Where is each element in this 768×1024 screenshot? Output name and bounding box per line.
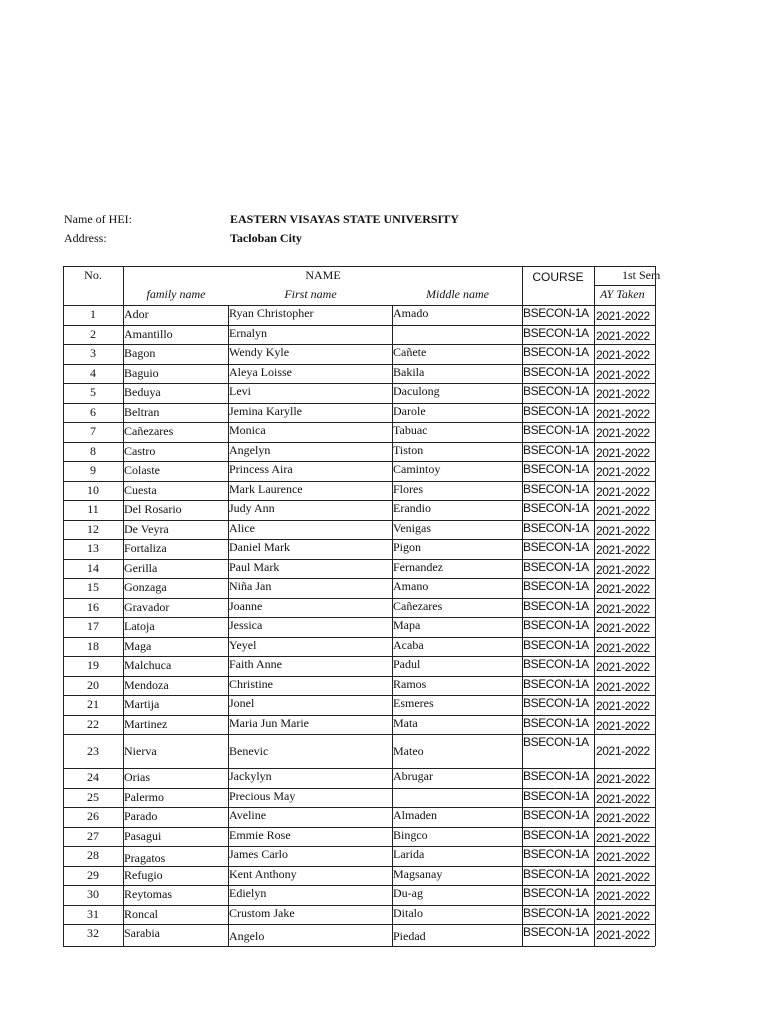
row-divider (63, 905, 655, 906)
row-first-name: Aleya Loisse (229, 364, 292, 379)
row-ay-taken: 2021-2022 (596, 562, 650, 577)
row-middle-name: Bingco (393, 827, 428, 842)
row-middle-name: Mateo (393, 744, 424, 758)
row-divider (63, 383, 655, 384)
row-ay-taken: 2021-2022 (596, 426, 650, 440)
row-family-name: Beltran (124, 404, 160, 419)
row-number: 8 (90, 443, 96, 458)
row-family-name: Pasagui (124, 828, 162, 843)
header-middle-name: Middle name (426, 287, 489, 301)
row-first-name: Ernalyn (229, 325, 267, 340)
row-course: BSECON-1A (523, 769, 589, 783)
row-ay-taken: 2021-2022 (596, 465, 650, 479)
row-middle-name: Ditalo (393, 905, 423, 920)
row-number: 31 (87, 906, 99, 921)
row-first-name: Ryan Christopher (229, 306, 314, 320)
row-course: BSECON-1A (523, 442, 589, 457)
row-first-name: Emmie Rose (229, 827, 291, 842)
row-course: BSECON-1A (523, 462, 589, 476)
row-number: 13 (87, 541, 99, 555)
row-number: 23 (87, 744, 99, 758)
row-ay-taken: 2021-2022 (596, 869, 650, 884)
row-first-name: Angelo (229, 929, 265, 943)
row-course: BSECON-1A (523, 579, 589, 593)
row-family-name: Martinez (124, 716, 168, 731)
table-bottom-border (63, 946, 655, 947)
row-number: 19 (87, 658, 99, 672)
row-divider (63, 637, 655, 638)
row-course: BSECON-1A (523, 481, 589, 496)
row-family-name: Cuesta (124, 482, 157, 497)
row-divider (63, 422, 655, 423)
header-first-name: First name (284, 287, 337, 301)
row-first-name: Precious May (229, 788, 296, 803)
row-middle-name: Darole (393, 403, 426, 418)
row-first-name: Christine (229, 676, 273, 691)
row-family-name: Pragatos (124, 851, 166, 865)
row-divider (63, 364, 655, 365)
row-number: 14 (87, 560, 99, 575)
row-first-name: Paul Mark (229, 559, 280, 574)
row-number: 9 (90, 463, 96, 477)
row-course: BSECON-1A (523, 598, 589, 613)
row-ay-taken: 2021-2022 (596, 621, 650, 635)
row-ay-taken: 2021-2022 (596, 367, 650, 382)
row-ay-taken: 2021-2022 (596, 543, 650, 557)
row-divider (63, 768, 655, 769)
row-first-name: Mark Laurence (229, 481, 303, 496)
row-course: BSECON-1A (523, 735, 589, 749)
row-divider (63, 403, 655, 404)
row-number: 24 (87, 770, 99, 784)
row-number: 27 (87, 828, 99, 843)
row-divider (63, 827, 655, 828)
row-course: BSECON-1A (523, 866, 589, 881)
row-first-name: Joanne (229, 598, 263, 613)
address-value: Tacloban City (230, 231, 302, 245)
row-number: 18 (87, 638, 99, 653)
row-ay-taken: 2021-2022 (596, 699, 650, 713)
row-ay-taken: 2021-2022 (596, 744, 650, 758)
row-family-name: Maga (124, 638, 152, 653)
row-first-name: Jonel (229, 696, 255, 710)
row-course: BSECON-1A (523, 384, 589, 398)
row-first-name: Crustom Jake (229, 905, 295, 920)
row-ay-taken: 2021-2022 (596, 660, 650, 674)
row-course: BSECON-1A (523, 423, 589, 437)
row-ay-taken: 2021-2022 (596, 791, 650, 806)
row-course: BSECON-1A (523, 540, 589, 554)
row-divider (63, 578, 655, 579)
row-number: 15 (87, 580, 99, 594)
row-middle-name: Abrugar (393, 769, 433, 783)
row-ay-taken: 2021-2022 (596, 504, 650, 518)
row-middle-name: Ramos (393, 676, 427, 691)
semester-divider (594, 285, 655, 286)
row-divider (63, 695, 655, 696)
row-course: BSECON-1A (523, 403, 589, 418)
row-number: 22 (87, 716, 99, 731)
row-number: 32 (87, 926, 99, 940)
row-ay-taken: 2021-2022 (596, 811, 650, 825)
row-number: 5 (90, 385, 96, 399)
row-middle-name: Acaba (393, 637, 424, 652)
row-middle-name: Mapa (393, 618, 421, 632)
row-ay-taken: 2021-2022 (596, 309, 650, 323)
column-divider (655, 266, 656, 946)
row-first-name: Angelyn (229, 442, 271, 457)
header-ay-taken: AY Taken (600, 287, 645, 301)
row-number: 12 (87, 521, 99, 536)
row-divider (63, 461, 655, 462)
row-number: 26 (87, 809, 99, 823)
row-number: 17 (87, 619, 99, 633)
row-middle-name: Tabuac (393, 423, 428, 437)
row-ay-taken: 2021-2022 (596, 928, 650, 942)
row-ay-taken: 2021-2022 (596, 348, 650, 362)
row-divider (63, 788, 655, 789)
header-semester: 1st Sem (622, 268, 661, 282)
row-number: 11 (87, 502, 99, 516)
row-first-name: Levi (229, 384, 251, 398)
row-number: 6 (90, 404, 96, 419)
row-family-name: Fortaliza (124, 541, 167, 555)
row-course: BSECON-1A (523, 827, 589, 842)
row-first-name: Kent Anthony (229, 866, 297, 881)
row-family-name: Roncal (124, 906, 158, 921)
column-divider (123, 266, 124, 946)
row-first-name: Jackylyn (229, 769, 272, 783)
row-course: BSECON-1A (523, 364, 589, 379)
row-divider (63, 734, 655, 735)
row-ay-taken: 2021-2022 (596, 582, 650, 596)
row-number: 7 (90, 424, 96, 438)
row-family-name: Amantillo (124, 326, 173, 341)
row-family-name: Beduya (124, 385, 161, 399)
row-number: 3 (90, 346, 96, 360)
row-ay-taken: 2021-2022 (596, 328, 650, 343)
row-number: 20 (87, 677, 99, 692)
row-course: BSECON-1A (523, 520, 589, 535)
row-first-name: Faith Anne (229, 657, 282, 671)
row-family-name: Sarabia (124, 926, 160, 940)
row-first-name: James Carlo (229, 847, 288, 861)
row-family-name: Del Rosario (124, 502, 182, 516)
row-ay-taken: 2021-2022 (596, 387, 650, 401)
row-course: BSECON-1A (523, 925, 589, 939)
row-first-name: Yeyel (229, 637, 257, 652)
row-ay-taken: 2021-2022 (596, 523, 650, 538)
row-family-name: Nierva (124, 744, 157, 758)
row-first-name: Jessica (229, 618, 263, 632)
row-middle-name: Fernandez (393, 559, 443, 574)
row-middle-name: Amado (393, 306, 429, 320)
row-family-name: Colaste (124, 463, 160, 477)
row-divider (63, 442, 655, 443)
row-family-name: Refugio (124, 867, 163, 882)
row-family-name: Gravador (124, 599, 170, 614)
row-middle-name: Larida (393, 847, 425, 861)
row-divider (63, 656, 655, 657)
row-first-name: Jemina Karylle (229, 403, 302, 418)
row-course: BSECON-1A (523, 637, 589, 652)
row-number: 16 (87, 599, 99, 614)
row-middle-name: Cañete (393, 345, 427, 359)
row-course: BSECON-1A (523, 715, 589, 730)
row-ay-taken: 2021-2022 (596, 601, 650, 616)
row-course: BSECON-1A (523, 808, 589, 822)
row-ay-taken: 2021-2022 (596, 772, 650, 786)
header-course: COURSE (532, 270, 584, 284)
row-middle-name: Mata (393, 715, 418, 730)
column-divider (594, 266, 595, 946)
header-bottom-border (63, 305, 655, 306)
row-family-name: Baguio (124, 365, 159, 380)
row-number: 25 (87, 789, 99, 804)
row-divider (63, 325, 655, 326)
row-first-name: Princess Aira (229, 462, 293, 476)
row-ay-taken: 2021-2022 (596, 406, 650, 421)
row-family-name: Bagon (124, 346, 156, 360)
row-course: BSECON-1A (523, 847, 589, 861)
row-family-name: Gonzaga (124, 580, 167, 594)
row-divider (63, 924, 655, 925)
row-number: 21 (87, 697, 99, 711)
row-ay-taken: 2021-2022 (596, 484, 650, 499)
row-first-name: Edielyn (229, 886, 267, 900)
row-middle-name: Piedad (393, 929, 426, 943)
row-ay-taken: 2021-2022 (596, 908, 650, 923)
row-first-name: Benevic (229, 744, 269, 758)
row-family-name: Mendoza (124, 677, 169, 692)
row-middle-name: Camintoy (393, 462, 441, 476)
row-first-name: Aveline (229, 808, 267, 822)
row-divider (63, 885, 655, 886)
row-ay-taken: 2021-2022 (596, 889, 650, 903)
row-divider (63, 676, 655, 677)
header-no: No. (84, 268, 102, 282)
row-middle-name: Almaden (393, 808, 437, 822)
row-first-name: Monica (229, 423, 266, 437)
row-number: 30 (87, 887, 99, 901)
column-divider (522, 266, 523, 946)
row-ay-taken: 2021-2022 (596, 640, 650, 655)
row-middle-name: Erandio (393, 501, 431, 515)
row-divider (63, 481, 655, 482)
row-first-name: Wendy Kyle (229, 345, 290, 359)
row-divider (63, 715, 655, 716)
row-divider (63, 500, 655, 501)
row-family-name: Parado (124, 809, 158, 823)
row-course: BSECON-1A (523, 696, 589, 710)
row-family-name: Palermo (124, 789, 164, 804)
row-ay-taken: 2021-2022 (596, 830, 650, 845)
address-label: Address: (64, 231, 107, 245)
row-middle-name: Daculong (393, 384, 440, 398)
row-course: BSECON-1A (523, 306, 589, 320)
row-divider (63, 520, 655, 521)
row-divider (63, 559, 655, 560)
row-number: 29 (87, 867, 99, 882)
row-divider (63, 539, 655, 540)
hei-value: EASTERN VISAYAS STATE UNIVERSITY (230, 212, 459, 226)
row-family-name: De Veyra (124, 521, 169, 536)
row-course: BSECON-1A (523, 501, 589, 515)
row-family-name: Latoja (124, 619, 155, 633)
row-number: 28 (87, 848, 99, 862)
row-middle-name: Padul (393, 657, 421, 671)
row-ay-taken: 2021-2022 (596, 445, 650, 460)
row-middle-name: Bakila (393, 364, 425, 379)
row-first-name: Judy Ann (229, 501, 275, 515)
row-middle-name: Venigas (393, 520, 431, 535)
row-middle-name: Esmeres (393, 696, 434, 710)
row-course: BSECON-1A (523, 325, 589, 340)
row-family-name: Cañezares (124, 424, 174, 438)
row-course: BSECON-1A (523, 788, 589, 803)
row-course: BSECON-1A (523, 676, 589, 691)
column-divider (228, 305, 229, 946)
row-middle-name: Cañezares (393, 598, 443, 613)
row-middle-name: Du-ag (393, 886, 423, 900)
row-number: 2 (90, 326, 96, 341)
row-middle-name: Amano (393, 579, 429, 593)
column-divider (392, 305, 393, 946)
row-first-name: Maria Jun Marie (229, 715, 309, 730)
row-number: 4 (90, 365, 96, 380)
row-family-name: Ador (124, 307, 149, 321)
row-ay-taken: 2021-2022 (596, 850, 650, 864)
row-middle-name: Pigon (393, 540, 422, 554)
row-course: BSECON-1A (523, 886, 589, 900)
row-family-name: Malchuca (124, 658, 172, 672)
row-ay-taken: 2021-2022 (596, 679, 650, 694)
row-divider (63, 807, 655, 808)
row-family-name: Castro (124, 443, 156, 458)
row-divider (63, 617, 655, 618)
row-number: 10 (87, 482, 99, 497)
header-name: NAME (305, 268, 341, 282)
row-number: 1 (90, 307, 96, 321)
row-family-name: Orias (124, 770, 150, 784)
hei-label: Name of HEI: (64, 212, 132, 226)
row-course: BSECON-1A (523, 345, 589, 359)
column-divider (63, 266, 64, 946)
row-family-name: Martija (124, 697, 160, 711)
row-middle-name: Magsanay (393, 866, 443, 881)
header-family-name: family name (146, 287, 206, 301)
row-divider (63, 344, 655, 345)
row-course: BSECON-1A (523, 618, 589, 632)
row-divider (63, 866, 655, 867)
row-middle-name: Flores (393, 481, 423, 496)
row-course: BSECON-1A (523, 905, 589, 920)
row-family-name: Gerilla (124, 560, 158, 575)
row-course: BSECON-1A (523, 657, 589, 671)
row-course: BSECON-1A (523, 559, 589, 574)
row-divider (63, 598, 655, 599)
row-middle-name: Tiston (393, 442, 424, 457)
row-family-name: Reytomas (124, 887, 172, 901)
row-first-name: Niña Jan (229, 579, 272, 593)
row-first-name: Alice (229, 520, 255, 535)
row-first-name: Daniel Mark (229, 540, 290, 554)
table-top-border (63, 266, 655, 267)
row-divider (63, 846, 655, 847)
row-ay-taken: 2021-2022 (596, 718, 650, 733)
